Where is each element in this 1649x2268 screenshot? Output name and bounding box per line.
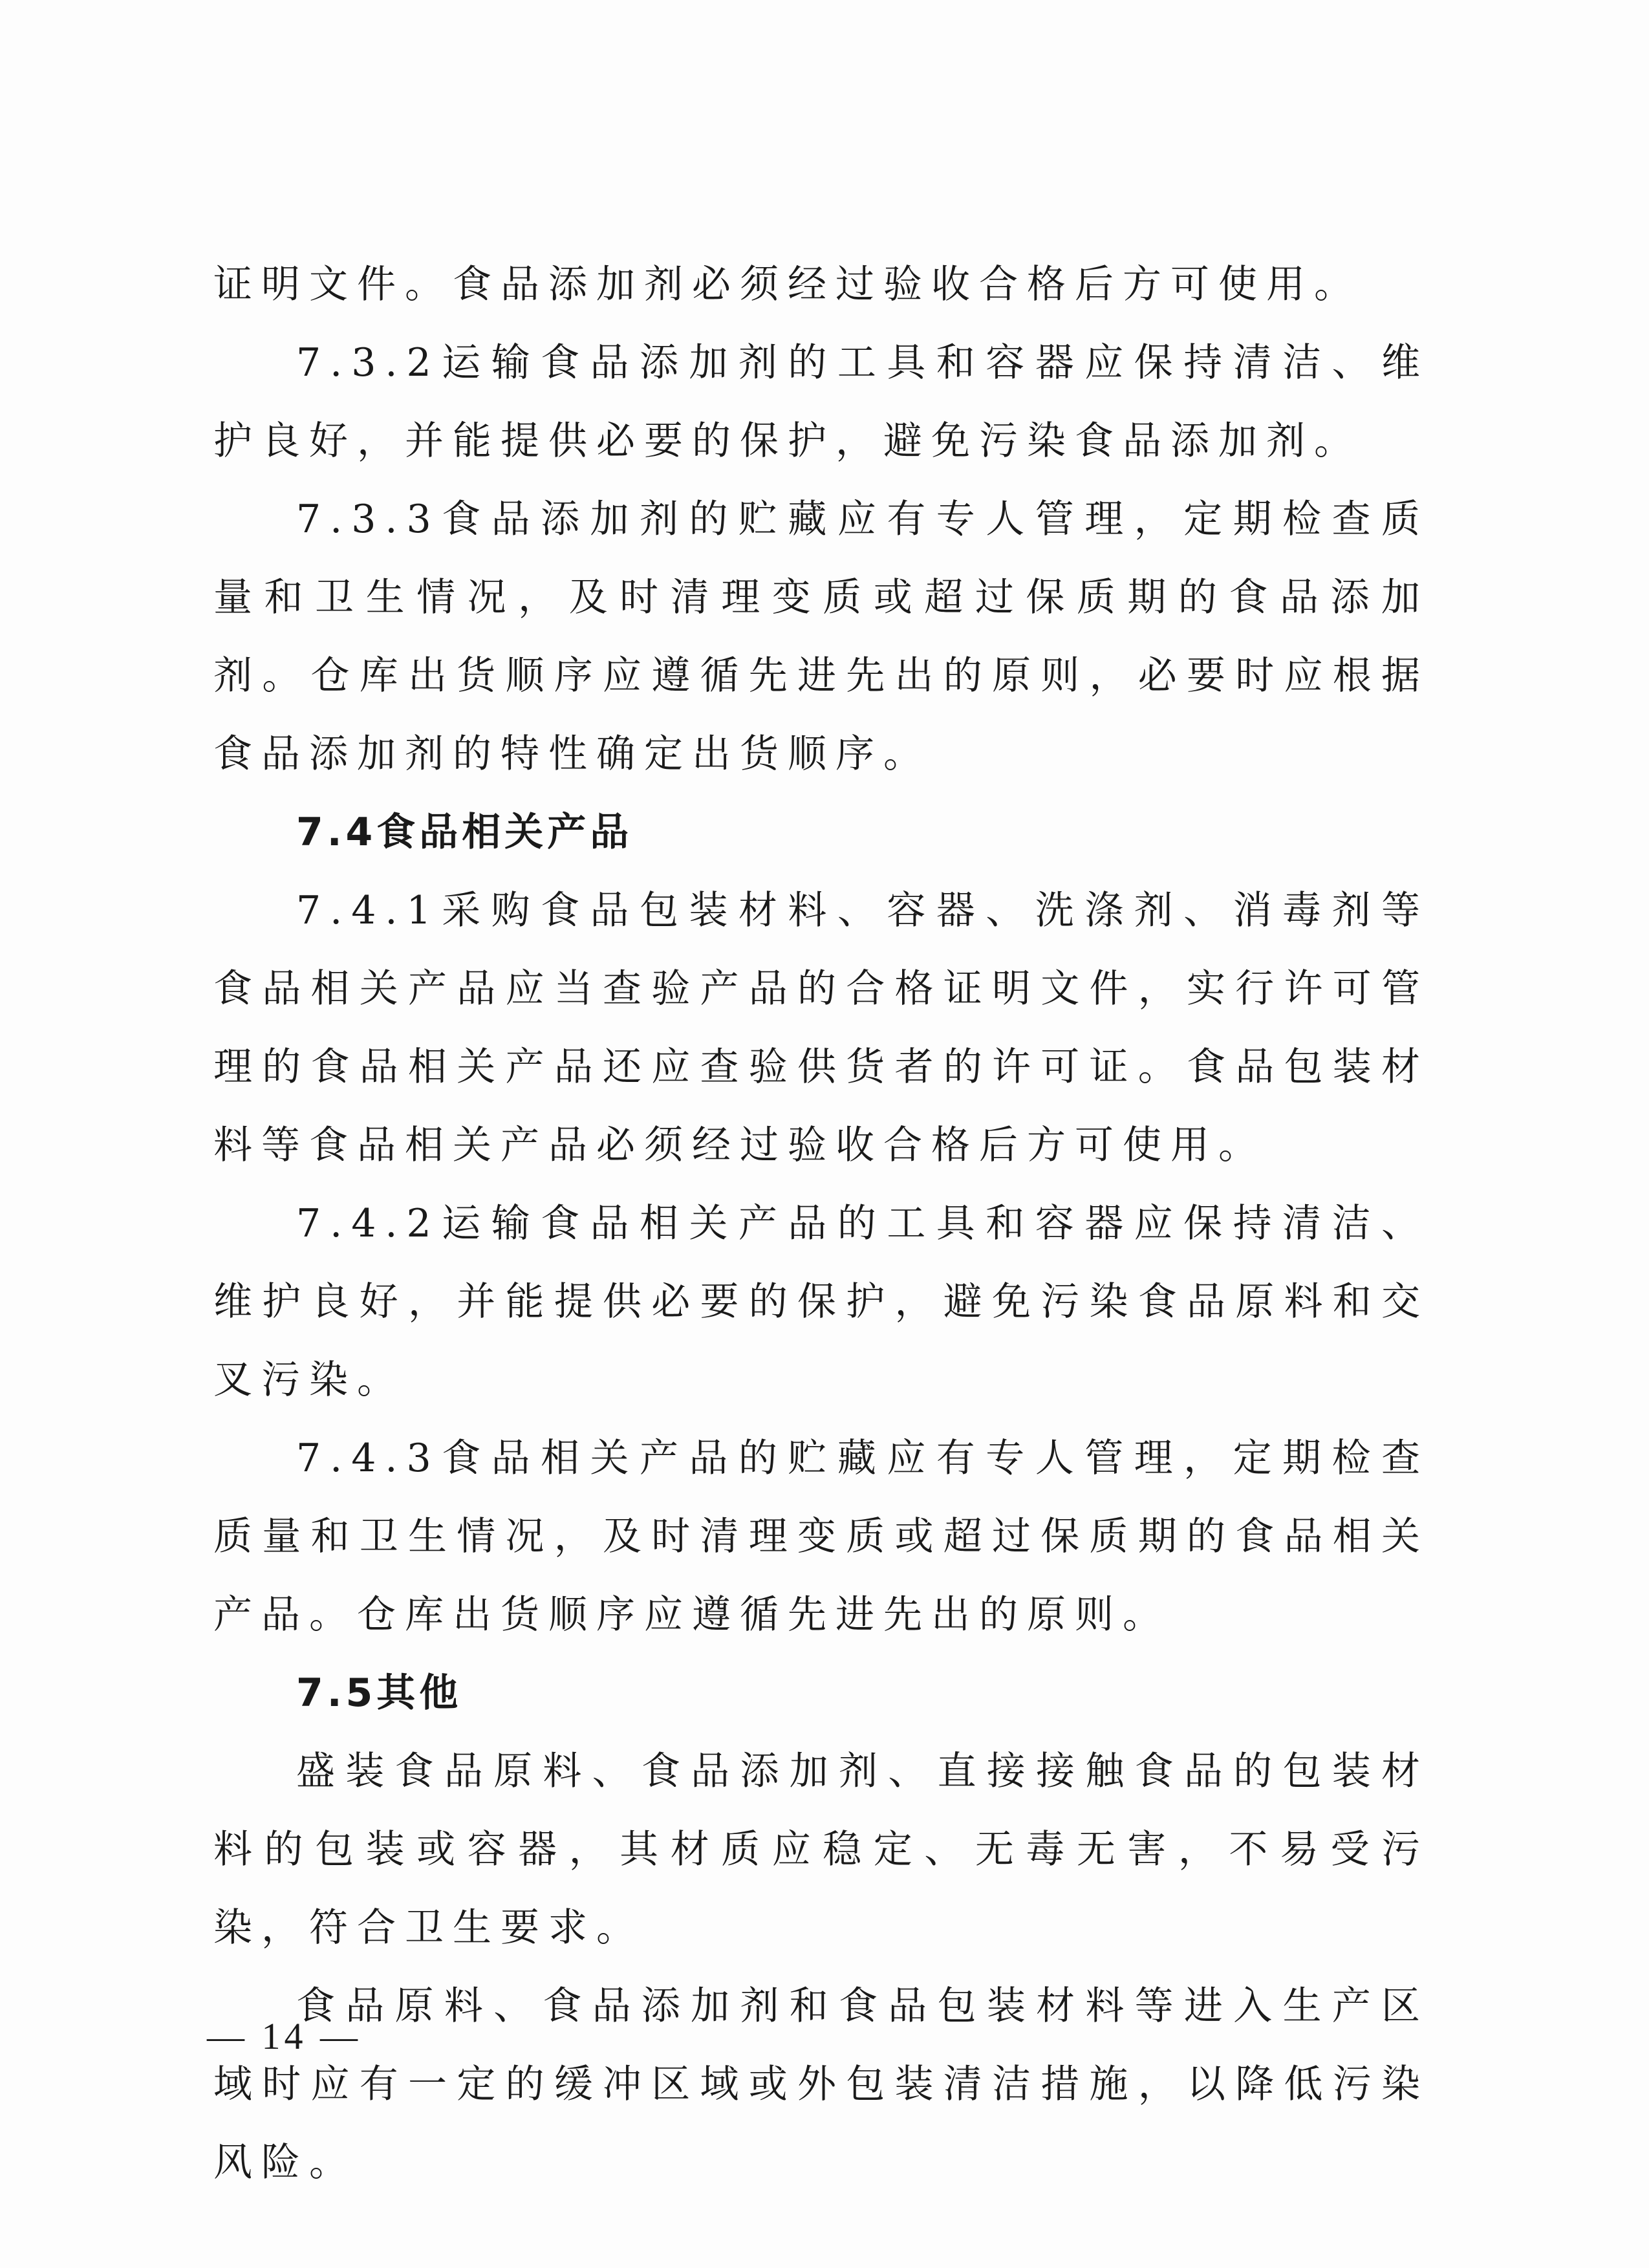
section-heading-7-5: 7.5其他 <box>296 1670 462 1716</box>
paragraph-7-3-3: 7.3.3食品添加剂的贮藏应有专人管理，定期检查质量和卫生情况，及时清理变质或超过保质期的食品添加剂。仓库出货顺序应遵循先进先出的原则，必要时应根据食品添加剂的特性确定出货顺序。 <box>213 497 1429 777</box>
page-number: — 14 — <box>207 2015 361 2057</box>
paragraph-7-4-2: 7.4.2运输食品相关产品的工具和容器应保持清洁、维护良好，并能提供必要的保护，避免污染食品原料和交叉污染。 <box>213 1201 1429 1403</box>
paragraph-7-5-buffer-area: 食品原料、食品添加剂和食品包装材料等进入生产区域时应有一定的缓冲区域或外包装清洁措施，以降低污染风险。 <box>213 1983 1429 2185</box>
paragraph-7-4-3: 7.4.3食品相关产品的贮藏应有专人管理，定期检查质量和卫生情况，及时清理变质或超过保质期的食品相关产品。仓库出货顺序应遵循先进先出的原则。 <box>213 1436 1429 1637</box>
paragraph-continuation: 证明文件。食品添加剂必须经过验收合格后方可使用。 <box>213 262 1362 307</box>
section-heading-7-4: 7.4食品相关产品 <box>296 810 633 855</box>
document-body <box>213 246 1429 2202</box>
paragraph-7-4-1: 7.4.1采购食品包装材料、容器、洗涤剂、消毒剂等食品相关产品应当查验产品的合格证明文件，实行许可管理的食品相关产品还应查验供货者的许可证。食品包装材料等食品相关产品必须经过验收合格后方可使用。 <box>213 888 1429 1168</box>
paragraph-7-3-2: 7.3.2运输食品添加剂的工具和容器应保持清洁、维护良好，并能提供必要的保护，避免污染食品添加剂。 <box>213 340 1429 464</box>
paragraph-7-5-containers: 盛装食品原料、食品添加剂、直接接触食品的包装材料的包装或容器，其材质应稳定、无毒无害，不易受污染，符合卫生要求。 <box>213 1749 1429 1950</box>
